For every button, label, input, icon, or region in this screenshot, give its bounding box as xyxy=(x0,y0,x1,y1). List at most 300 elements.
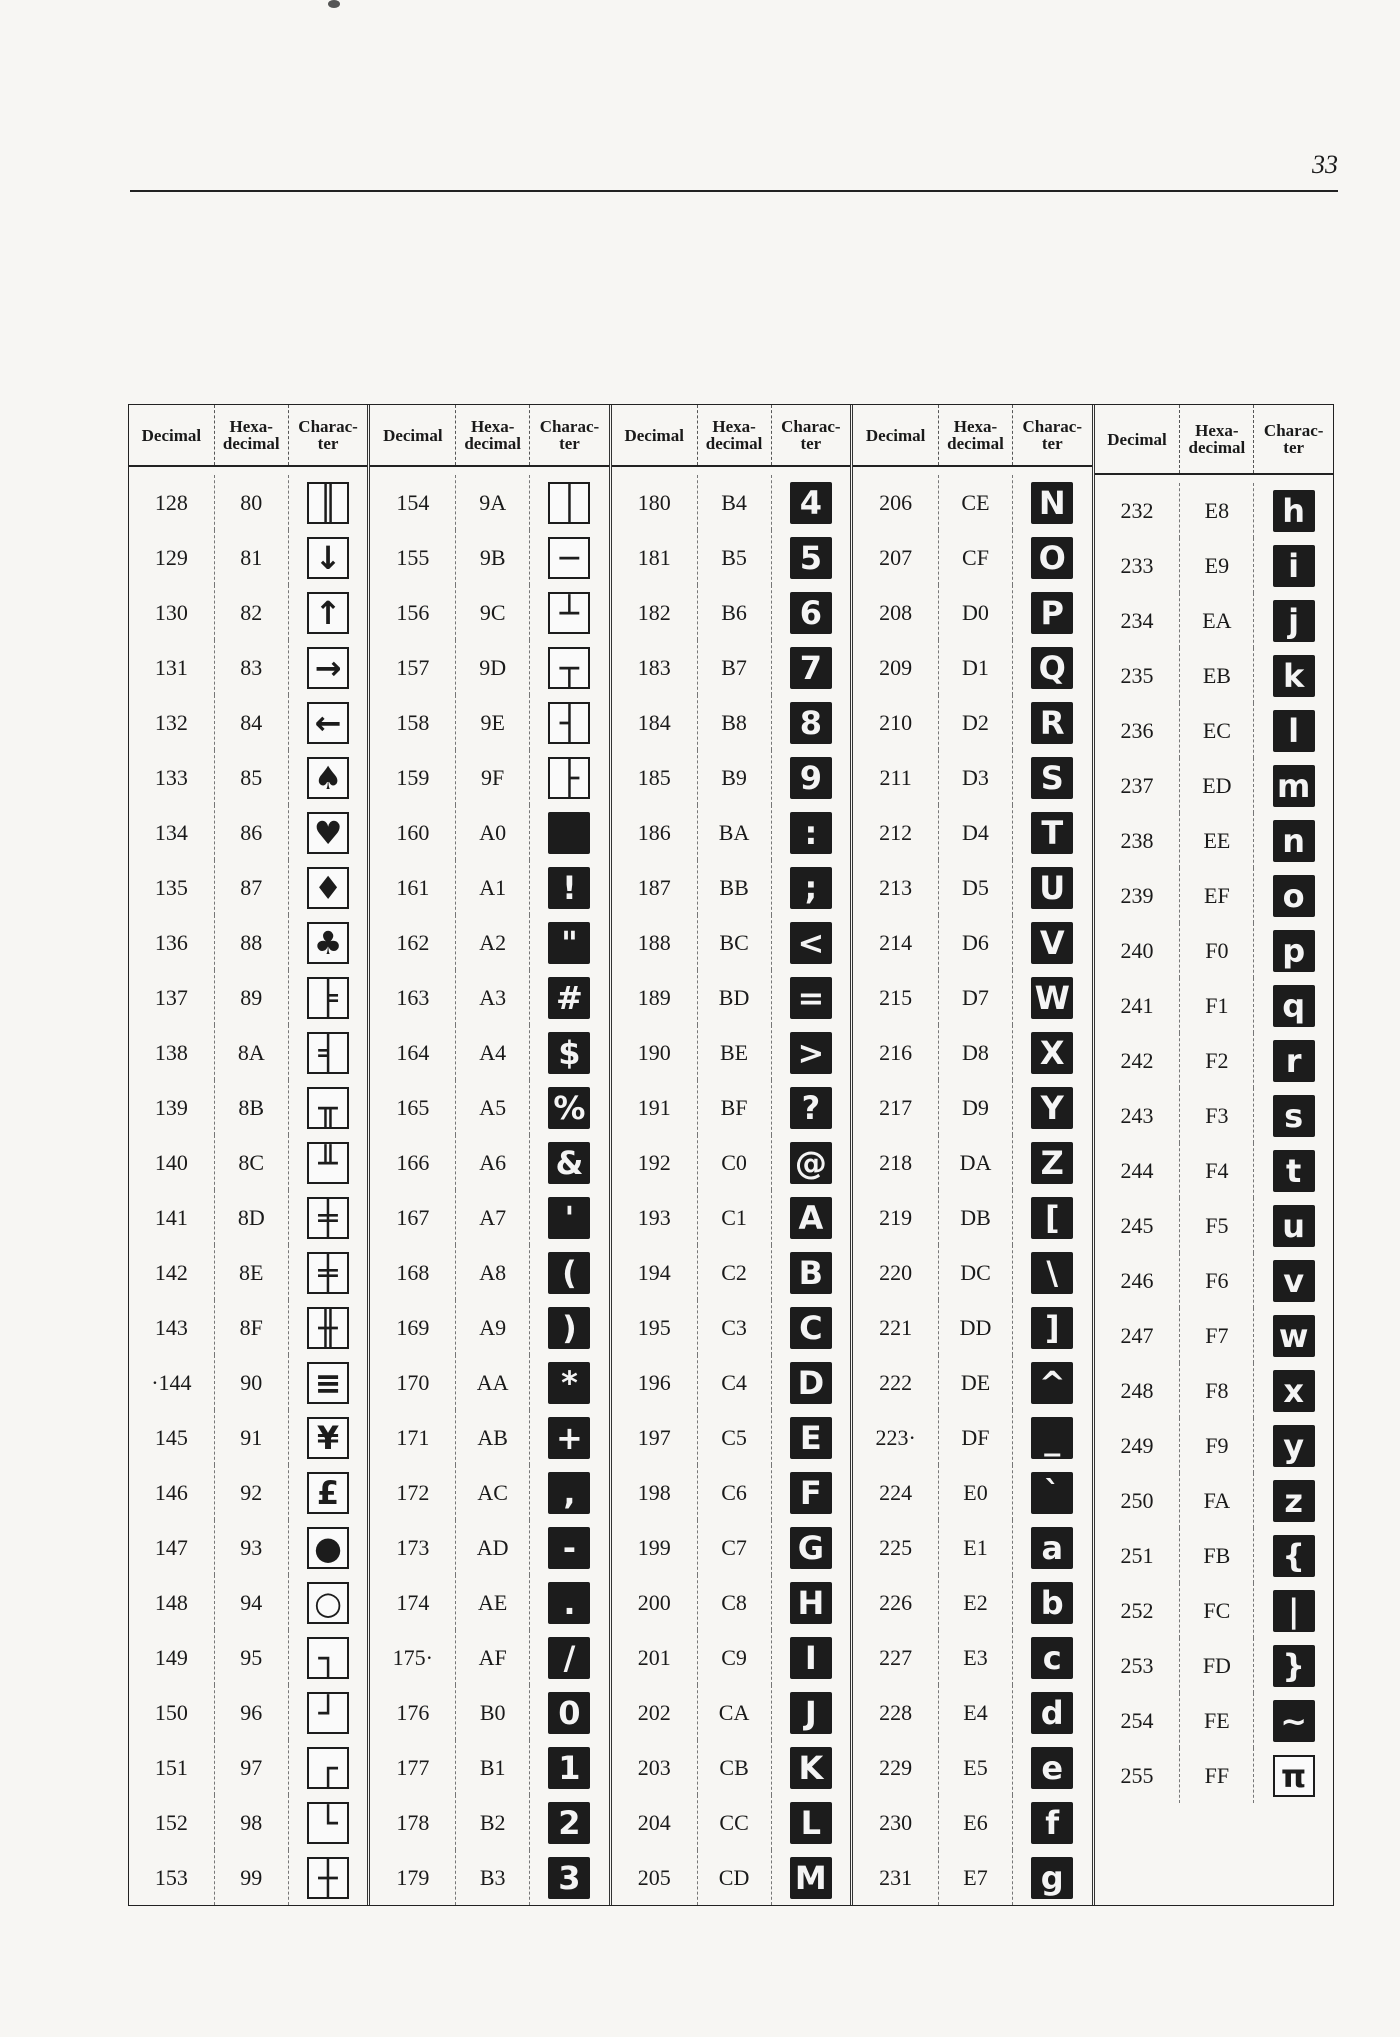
decimal-value: 238 xyxy=(1095,813,1181,868)
hexadecimal-value: E2 xyxy=(939,1575,1013,1630)
hexadecimal-value: AC xyxy=(456,1465,530,1520)
decimal-value: 250 xyxy=(1095,1473,1181,1528)
hexadecimal-value: A3 xyxy=(456,970,530,1025)
table-row xyxy=(1095,978,1333,1033)
hexadecimal-value: E7 xyxy=(939,1850,1013,1905)
table-row xyxy=(853,1465,1091,1520)
hexadecimal-value: C7 xyxy=(698,1520,772,1575)
hexadecimal-value: E8 xyxy=(1180,483,1254,538)
character-glyph: ' xyxy=(548,1197,590,1239)
character-cell xyxy=(289,970,368,1025)
hexadecimal-value: 8D xyxy=(215,1190,289,1245)
decimal-value: 156 xyxy=(370,585,456,640)
hexadecimal-value: BC xyxy=(698,915,772,970)
table-row xyxy=(1095,813,1333,868)
table-row xyxy=(853,1025,1091,1080)
decimal-value: 245 xyxy=(1095,1198,1181,1253)
hexadecimal-value: D4 xyxy=(939,805,1013,860)
table-row xyxy=(1095,1748,1333,1803)
decimal-value: 172 xyxy=(370,1465,456,1520)
decimal-value: 160 xyxy=(370,805,456,860)
character-cell xyxy=(772,1025,851,1080)
hexadecimal-value: E0 xyxy=(939,1465,1013,1520)
character-cell xyxy=(1254,538,1333,593)
character-glyph: X xyxy=(1031,1032,1073,1074)
character-glyph: ╫ xyxy=(307,1307,349,1349)
table-row xyxy=(1095,868,1333,923)
character-cell xyxy=(1013,1465,1092,1520)
character-glyph: { xyxy=(1273,1535,1315,1577)
character-cell xyxy=(1254,1583,1333,1638)
table-row xyxy=(370,1080,608,1135)
character-glyph: y xyxy=(1273,1425,1315,1467)
hexadecimal-value: E4 xyxy=(939,1685,1013,1740)
decimal-value: 212 xyxy=(853,805,939,860)
table-row xyxy=(853,1080,1091,1135)
character-cell xyxy=(772,1575,851,1630)
character-cell xyxy=(772,915,851,970)
character-cell xyxy=(1013,695,1092,750)
character-cell xyxy=(289,1685,368,1740)
character-glyph: K xyxy=(790,1747,832,1789)
table-row xyxy=(612,1300,850,1355)
character-glyph: ╡ xyxy=(307,1032,349,1074)
decimal-value: 233 xyxy=(1095,538,1181,593)
character-glyph: * xyxy=(548,1362,590,1404)
table-row xyxy=(370,695,608,750)
character-cell xyxy=(1254,758,1333,813)
decimal-value: 192 xyxy=(612,1135,698,1190)
hexadecimal-value: BA xyxy=(698,805,772,860)
character-cell xyxy=(1254,483,1333,538)
hexadecimal-value: 83 xyxy=(215,640,289,695)
decimal-value: 159 xyxy=(370,750,456,805)
table-row xyxy=(370,585,608,640)
decimal-value: ·144 xyxy=(129,1355,215,1410)
page-number: 33 xyxy=(1312,150,1338,179)
table-row xyxy=(612,1630,850,1685)
character-glyph xyxy=(548,812,590,854)
hexadecimal-value: B1 xyxy=(456,1740,530,1795)
character-glyph: # xyxy=(548,977,590,1019)
table-row xyxy=(129,530,367,585)
hexadecimal-value: C6 xyxy=(698,1465,772,1520)
character-cell xyxy=(289,1190,368,1245)
character-glyph: ╨ xyxy=(307,1142,349,1184)
character-glyph: ! xyxy=(548,867,590,909)
decimal-value: 177 xyxy=(370,1740,456,1795)
table-row xyxy=(129,1575,367,1630)
table-row xyxy=(853,915,1091,970)
table-row xyxy=(1095,1473,1333,1528)
table-row xyxy=(612,1850,850,1905)
hexadecimal-value: CE xyxy=(939,475,1013,530)
character-glyph: 9 xyxy=(790,757,832,799)
hexadecimal-header: Hexa- decimal xyxy=(939,405,1013,465)
table-row xyxy=(370,1520,608,1575)
decimal-value: 209 xyxy=(853,640,939,695)
character-cell xyxy=(772,1355,851,1410)
hexadecimal-value: D0 xyxy=(939,585,1013,640)
table-row xyxy=(129,805,367,860)
column-group-5 xyxy=(1095,405,1333,1905)
hexadecimal-value: FF xyxy=(1180,1748,1254,1803)
character-glyph: x xyxy=(1273,1370,1315,1412)
character-glyph: t xyxy=(1273,1150,1315,1192)
character-cell xyxy=(1013,1025,1092,1080)
character-cell xyxy=(1013,805,1092,860)
decimal-value: 244 xyxy=(1095,1143,1181,1198)
decimal-value: 141 xyxy=(129,1190,215,1245)
decimal-value: 255 xyxy=(1095,1748,1181,1803)
table-row xyxy=(853,1520,1091,1575)
decimal-value: 231 xyxy=(853,1850,939,1905)
decimal-value: 229 xyxy=(853,1740,939,1795)
character-glyph: I xyxy=(790,1637,832,1679)
hexadecimal-value: D7 xyxy=(939,970,1013,1025)
character-glyph: J xyxy=(790,1692,832,1734)
table-row xyxy=(1095,1638,1333,1693)
decimal-value: 183 xyxy=(612,640,698,695)
character-cell xyxy=(1254,1363,1333,1418)
hexadecimal-value: 90 xyxy=(215,1355,289,1410)
character-glyph: W xyxy=(1031,977,1073,1019)
character-cell xyxy=(1013,585,1092,640)
table-row xyxy=(853,475,1091,530)
hexadecimal-value: F3 xyxy=(1180,1088,1254,1143)
character-cell xyxy=(1254,1143,1333,1198)
hexadecimal-value: B5 xyxy=(698,530,772,585)
character-cell xyxy=(772,695,851,750)
character-cell xyxy=(530,1630,609,1685)
character-glyph: < xyxy=(790,922,832,964)
character-glyph: & xyxy=(548,1142,590,1184)
character-header: Charac- ter xyxy=(298,417,358,453)
character-cell xyxy=(530,970,609,1025)
character-cell xyxy=(289,1410,368,1465)
table-row xyxy=(612,1575,850,1630)
decimal-value: 137 xyxy=(129,970,215,1025)
hexadecimal-value: A6 xyxy=(456,1135,530,1190)
table-row xyxy=(612,1355,850,1410)
hexadecimal-value: B3 xyxy=(456,1850,530,1905)
character-cell xyxy=(1254,593,1333,648)
decimal-value: 190 xyxy=(612,1025,698,1080)
hexadecimal-value: E3 xyxy=(939,1630,1013,1685)
column-group-body xyxy=(612,467,850,1905)
character-glyph: L xyxy=(790,1802,832,1844)
table-row xyxy=(853,1685,1091,1740)
hexadecimal-value: CF xyxy=(939,530,1013,585)
hexadecimal-value: EB xyxy=(1180,648,1254,703)
character-cell xyxy=(289,915,368,970)
table-row xyxy=(1095,923,1333,978)
character-cell xyxy=(289,1080,368,1135)
character-cell xyxy=(289,1245,368,1300)
table-row xyxy=(129,970,367,1025)
decimal-value: 222 xyxy=(853,1355,939,1410)
table-row xyxy=(1095,1693,1333,1748)
column-group-body xyxy=(853,467,1091,1905)
character-glyph: ╥ xyxy=(307,1087,349,1129)
table-row xyxy=(853,1795,1091,1850)
character-glyph: R xyxy=(1031,702,1073,744)
decimal-header: Decimal xyxy=(370,405,456,465)
header-rule xyxy=(130,190,1338,192)
character-cell xyxy=(1254,1198,1333,1253)
table-row xyxy=(612,640,850,695)
character-glyph: l xyxy=(1273,710,1315,752)
decimal-value: 136 xyxy=(129,915,215,970)
decimal-value: 164 xyxy=(370,1025,456,1080)
table-row xyxy=(1095,538,1333,593)
character-cell xyxy=(1254,1473,1333,1528)
hexadecimal-value: E9 xyxy=(1180,538,1254,593)
character-glyph: M xyxy=(790,1857,832,1899)
character-glyph: p xyxy=(1273,930,1315,972)
column-group-3 xyxy=(612,405,853,1905)
character-code-table xyxy=(128,404,1334,1906)
character-glyph: ; xyxy=(790,867,832,909)
hexadecimal-header: Hexa- decimal xyxy=(215,405,289,465)
hexadecimal-value: B7 xyxy=(698,640,772,695)
table-row xyxy=(1095,1198,1333,1253)
character-cell xyxy=(530,640,609,695)
character-glyph: w xyxy=(1273,1315,1315,1357)
character-cell xyxy=(772,1190,851,1245)
character-glyph: | xyxy=(1273,1590,1315,1632)
hexadecimal-value: A4 xyxy=(456,1025,530,1080)
decimal-value: 169 xyxy=(370,1300,456,1355)
table-row xyxy=(1095,1583,1333,1638)
decimal-value: 152 xyxy=(129,1795,215,1850)
character-cell xyxy=(772,1520,851,1575)
hexadecimal-header: Hexa- decimal xyxy=(698,405,772,465)
table-row xyxy=(853,530,1091,585)
table-row xyxy=(612,695,850,750)
character-cell xyxy=(772,805,851,860)
character-cell xyxy=(772,1410,851,1465)
character-cell xyxy=(289,585,368,640)
character-glyph: → xyxy=(307,647,349,689)
character-glyph: A xyxy=(790,1197,832,1239)
hexadecimal-value: A0 xyxy=(456,805,530,860)
character-glyph: F xyxy=(790,1472,832,1514)
decimal-value: 216 xyxy=(853,1025,939,1080)
table-row xyxy=(129,1355,367,1410)
decimal-value: 225 xyxy=(853,1520,939,1575)
character-cell xyxy=(1013,860,1092,915)
table-row xyxy=(129,1850,367,1905)
hexadecimal-value: BD xyxy=(698,970,772,1025)
character-glyph: s xyxy=(1273,1095,1315,1137)
decimal-value: 187 xyxy=(612,860,698,915)
character-cell xyxy=(1013,1520,1092,1575)
character-glyph: 0 xyxy=(548,1692,590,1734)
decimal-value: 214 xyxy=(853,915,939,970)
decimal-value: 205 xyxy=(612,1850,698,1905)
character-cell xyxy=(1254,1308,1333,1363)
decimal-value: 151 xyxy=(129,1740,215,1795)
character-cell xyxy=(289,1135,368,1190)
character-glyph: │ xyxy=(548,482,590,524)
hexadecimal-value: 9A xyxy=(456,475,530,530)
hexadecimal-value: 97 xyxy=(215,1740,289,1795)
decimal-header: Decimal xyxy=(1095,405,1181,473)
table-row xyxy=(129,1520,367,1575)
hexadecimal-value: A7 xyxy=(456,1190,530,1245)
decimal-value: 179 xyxy=(370,1850,456,1905)
character-glyph: ( xyxy=(548,1252,590,1294)
table-row xyxy=(1095,593,1333,648)
table-row xyxy=(853,805,1091,860)
decimal-header: Decimal xyxy=(612,405,698,465)
decimal-value: 146 xyxy=(129,1465,215,1520)
table-row xyxy=(370,1300,608,1355)
decimal-value: 240 xyxy=(1095,923,1181,978)
hexadecimal-value: C9 xyxy=(698,1630,772,1685)
table-row xyxy=(129,1135,367,1190)
character-glyph: ╪ xyxy=(307,1197,349,1239)
decimal-value: 213 xyxy=(853,860,939,915)
decimal-value: 197 xyxy=(612,1410,698,1465)
character-glyph: r xyxy=(1273,1040,1315,1082)
decimal-value: 236 xyxy=(1095,703,1181,758)
character-glyph: / xyxy=(548,1637,590,1679)
decimal-value: 180 xyxy=(612,475,698,530)
character-cell xyxy=(1254,868,1333,923)
character-cell xyxy=(530,1135,609,1190)
character-cell xyxy=(530,915,609,970)
character-cell xyxy=(772,860,851,915)
character-cell xyxy=(772,1685,851,1740)
decimal-value: 142 xyxy=(129,1245,215,1300)
table-row xyxy=(612,1795,850,1850)
hexadecimal-value: A5 xyxy=(456,1080,530,1135)
character-glyph: ● xyxy=(307,1527,349,1569)
decimal-value: 254 xyxy=(1095,1693,1181,1748)
character-glyph: . xyxy=(548,1582,590,1624)
character-cell xyxy=(772,530,851,585)
hexadecimal-value: B0 xyxy=(456,1685,530,1740)
character-glyph: ← xyxy=(307,702,349,744)
hexadecimal-value: B2 xyxy=(456,1795,530,1850)
decimal-value: 161 xyxy=(370,860,456,915)
character-glyph: e xyxy=(1031,1747,1073,1789)
character-cell xyxy=(289,750,368,805)
character-cell xyxy=(530,1575,609,1630)
hexadecimal-value: CD xyxy=(698,1850,772,1905)
table-row xyxy=(853,860,1091,915)
character-glyph: C xyxy=(790,1307,832,1349)
hexadecimal-value: 91 xyxy=(215,1410,289,1465)
character-cell xyxy=(289,640,368,695)
character-cell xyxy=(1013,1355,1092,1410)
character-cell xyxy=(1254,1418,1333,1473)
character-cell xyxy=(1013,1740,1092,1795)
hexadecimal-value: EC xyxy=(1180,703,1254,758)
decimal-value: 157 xyxy=(370,640,456,695)
hexadecimal-value: D6 xyxy=(939,915,1013,970)
table-row xyxy=(370,1135,608,1190)
table-row xyxy=(1095,1088,1333,1143)
character-glyph: } xyxy=(1273,1645,1315,1687)
character-glyph: ╞ xyxy=(307,977,349,1019)
hexadecimal-value: 80 xyxy=(215,475,289,530)
decimal-value: 129 xyxy=(129,530,215,585)
hexadecimal-header: Hexa- decimal xyxy=(1180,405,1254,473)
hexadecimal-value: CA xyxy=(698,1685,772,1740)
character-glyph: m xyxy=(1273,765,1315,807)
character-cell xyxy=(772,585,851,640)
table-row xyxy=(129,695,367,750)
hexadecimal-value: 98 xyxy=(215,1795,289,1850)
character-glyph: B xyxy=(790,1252,832,1294)
character-glyph: E xyxy=(790,1417,832,1459)
decimal-value: 170 xyxy=(370,1355,456,1410)
table-row xyxy=(129,915,367,970)
table-row xyxy=(370,1575,608,1630)
character-cell xyxy=(530,1190,609,1245)
hexadecimal-value: 96 xyxy=(215,1685,289,1740)
decimal-value: 188 xyxy=(612,915,698,970)
hexadecimal-value: F9 xyxy=(1180,1418,1254,1473)
character-cell xyxy=(289,695,368,750)
character-cell xyxy=(1013,1300,1092,1355)
hexadecimal-value: D5 xyxy=(939,860,1013,915)
table-row xyxy=(1095,1363,1333,1418)
character-glyph: D xyxy=(790,1362,832,1404)
character-cell xyxy=(1254,923,1333,978)
character-glyph: 8 xyxy=(790,702,832,744)
character-cell xyxy=(1254,703,1333,758)
character-glyph: h xyxy=(1273,490,1315,532)
hexadecimal-value: FD xyxy=(1180,1638,1254,1693)
character-glyph: V xyxy=(1031,922,1073,964)
character-glyph: ♥ xyxy=(307,812,349,854)
table-row xyxy=(612,530,850,585)
character-cell xyxy=(772,970,851,1025)
hexadecimal-value: CB xyxy=(698,1740,772,1795)
decimal-value: 155 xyxy=(370,530,456,585)
table-row xyxy=(370,1850,608,1905)
hexadecimal-value: F7 xyxy=(1180,1308,1254,1363)
character-glyph: 7 xyxy=(790,647,832,689)
character-glyph: i xyxy=(1273,545,1315,587)
character-glyph: U xyxy=(1031,867,1073,909)
character-glyph: ♦ xyxy=(307,867,349,909)
column-group-2 xyxy=(370,405,611,1905)
hexadecimal-value: DB xyxy=(939,1190,1013,1245)
character-cell xyxy=(772,640,851,695)
character-cell xyxy=(289,1850,368,1905)
character-glyph: _ xyxy=(1031,1417,1073,1459)
character-glyph: ○ xyxy=(307,1582,349,1624)
character-glyph: £ xyxy=(307,1472,349,1514)
hexadecimal-value: 9F xyxy=(456,750,530,805)
hexadecimal-value: 9B xyxy=(456,530,530,585)
decimal-value: 171 xyxy=(370,1410,456,1465)
table-row xyxy=(370,860,608,915)
character-glyph: π xyxy=(1273,1755,1315,1797)
table-row xyxy=(612,970,850,1025)
column-group-body xyxy=(370,467,608,1905)
hexadecimal-value: B8 xyxy=(698,695,772,750)
character-glyph: ♠ xyxy=(307,757,349,799)
table-row xyxy=(853,970,1091,1025)
character-glyph: : xyxy=(790,812,832,854)
character-cell xyxy=(530,1410,609,1465)
